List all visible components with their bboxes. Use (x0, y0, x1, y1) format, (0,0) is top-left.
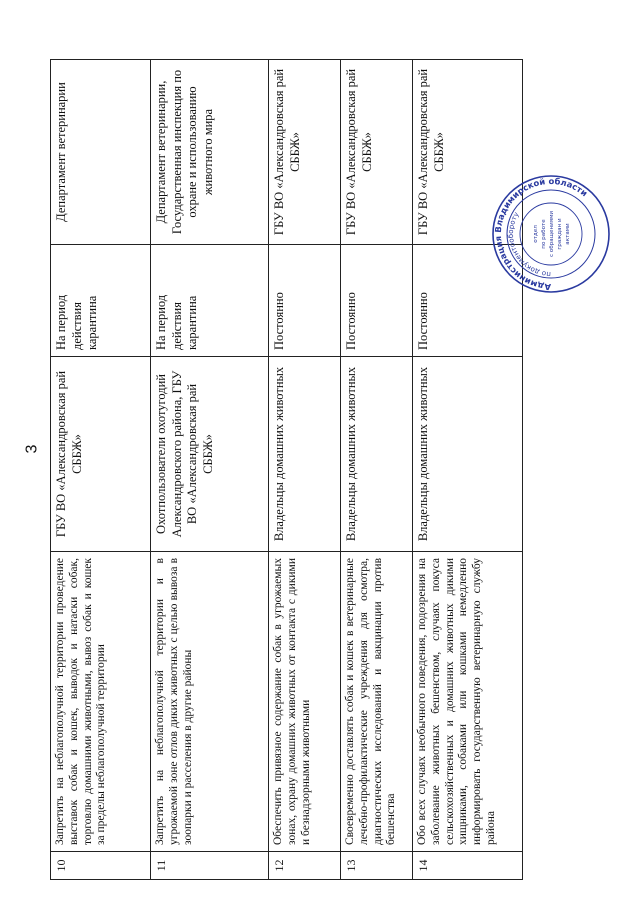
measure-cell: Запретить на неблагополучной территории и в угрожаемой зоне отлов диких животных с целью вывоза в зоопарки и расселения в другие районы (151, 552, 269, 852)
responsible-cell: Владельцы домашних животных (413, 357, 523, 552)
responsible-cell: ГБУ ВО «Александровская рай СББЖ» (51, 357, 151, 552)
row-number: 10 (51, 852, 151, 880)
term-cell: Постоянно (413, 245, 523, 357)
stamp-center-line: граждан и (557, 218, 563, 250)
department-cell: ГБУ ВО «Александровская рай СББЖ» (413, 60, 523, 245)
stamp-inner-text: по документообороту (506, 210, 552, 279)
stamp-center-line: отдел (533, 225, 539, 243)
measures-table (50, 59, 523, 880)
term-cell: Постоянно (269, 245, 341, 357)
row-number: 14 (413, 852, 523, 880)
responsible-cell: Владельцы домашних животных (341, 357, 413, 552)
measure-cell: Запретить на неблагополучной территории проведение выставок собак и кошек, выводок и натаски собак, торговлю домашними животными, вывоз собак и кошек за пределы неблагополучной территории (51, 552, 151, 852)
stamp-center-line: по работе (541, 219, 547, 249)
row-number: 11 (151, 852, 269, 880)
department-cell: ГБУ ВО «Александровская рай СББЖ» (341, 60, 413, 245)
department-cell: ГБУ ВО «Александровская рай СББЖ» (269, 60, 341, 245)
official-stamp (490, 172, 612, 296)
row-number: 12 (269, 852, 341, 880)
stamp-center-line: актами (565, 223, 571, 245)
term-cell: Постоянно (341, 245, 413, 357)
measure-cell: Своевременно доставлять собак и кошек в ветеринарные лечебно-профилактические учреждения для осмотра, диагностических исследований и вакцинации против бешенства (341, 552, 413, 852)
department-cell: Департамент ветеринарии, Государственная инспекция по охране и использованию животного мира (151, 60, 269, 245)
term-cell: На период действия карантина (151, 245, 269, 357)
department-cell: Департамент ветеринарии (51, 60, 151, 245)
responsible-cell: Владельцы домашних животных (269, 357, 341, 552)
row-number: 13 (341, 852, 413, 880)
measure-cell: Обеспечить привязное содержание собак в угрожаемых зонах, охрану домашних животных от контакта с дикими и безнадзорными животными (269, 552, 341, 852)
measure-cell: Обо всех случаях необычного поведения, подозрения на заболевание животных бешенством, случаях покуса сельскохозяйственных и домашних животных дикими хищниками, собаками или кошками немедленно информировать государственную ветеринарную службу района (413, 552, 523, 852)
stamp-outer-text: Администрация Владимирской области (492, 175, 590, 293)
responsible-cell: Охотпользователи охотугодий Александровского района, ГБУ ВО «Александровская рай СББЖ» (151, 357, 269, 552)
table-row (151, 60, 269, 880)
table-row (269, 60, 341, 880)
table-row (51, 60, 151, 880)
page-number: 3 (23, 444, 41, 454)
table-row (341, 60, 413, 880)
stamp-center-line: с обращениями (549, 211, 555, 257)
term-cell: На период действия карантина (51, 245, 151, 357)
